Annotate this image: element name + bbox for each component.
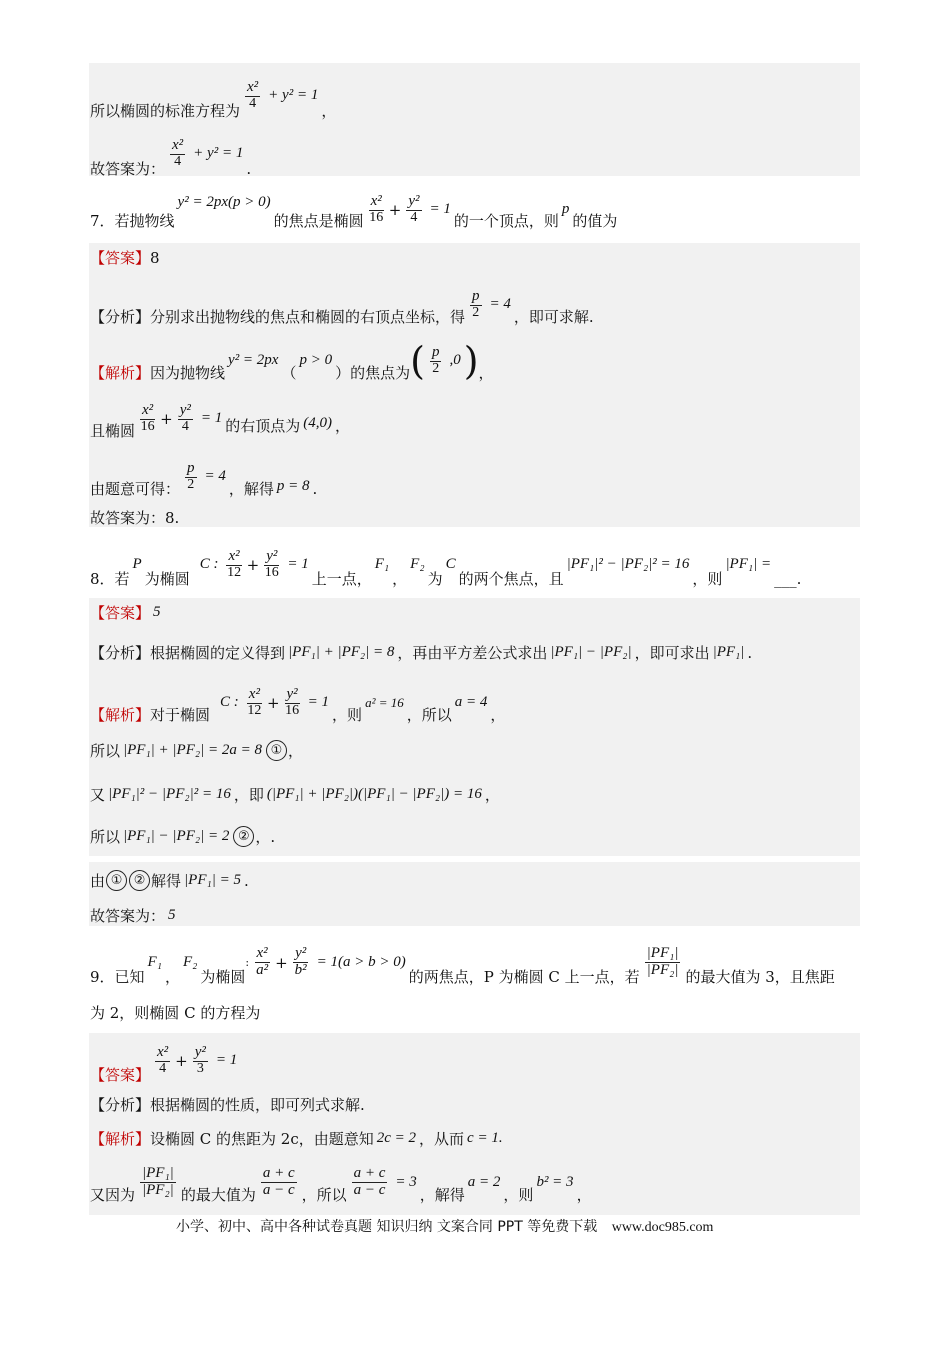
- formula: $\frac{\text{x²}}{16}$: [140, 401, 155, 434]
- answer-label: 【答案】: [90, 1066, 151, 1084]
- formula: $\frac{\text{|PF₁|}}{\text{|PF₂|}}$: [646, 945, 679, 978]
- formula: $\frac{\text{x²}}{12}$: [227, 547, 242, 580]
- formula: $\frac{\text{x²}}{\text{a²}}$: [256, 945, 269, 978]
- q7-stem: 7．若抛物线 y² = 2px(p > 0) 的焦点是椭圆 $\frac{\text{x²}}{16}$ + $\frac{\text{y²}}{4}$ = 1 的一个顶点，则 p 的值为: [90, 192, 618, 230]
- formula: $\frac{a + c}{a - c}$: [262, 1165, 295, 1198]
- formula: $\frac{p}{2}$: [431, 343, 440, 376]
- formula: $\frac{\text{x²}}{16}$: [369, 192, 384, 225]
- formula: $\frac{\text{y²}}{3}$: [194, 1043, 206, 1076]
- q8-answer: [90, 602, 164, 623]
- formula: $\frac{\text{y²}}{16}$: [264, 547, 279, 580]
- formula: $\frac{\text{y²}}{16}$: [285, 685, 300, 718]
- prev-line-1: 所以椭圆的标准方程为 $\frac{\text{x²}}{4}$ + y² = 1 ，: [90, 78, 337, 120]
- answer-value: 8: [150, 248, 160, 267]
- analysis-label: 【分析】: [90, 1096, 151, 1114]
- prev-text-1: 所以椭圆的标准方程为: [90, 102, 241, 120]
- formula: $\frac{\text{x²}}{4}$: [247, 78, 259, 111]
- q7-analysis: 【分析】 分别求出抛物线的焦点和椭圆的右顶点坐标，得 $\frac{p}{2}$ = 4 ，即可求解.: [90, 287, 594, 326]
- q8-sol-1: 【解析】 对于椭圆 C : $\frac{\text{x²}}{12}$ + $\frac{\text{y²}}{16}$ = 1 ，则 a² = 16 ，所以 a = 4 ，: [90, 685, 506, 724]
- footer-url[interactable]: www.doc985.com: [611, 1220, 714, 1235]
- answer-label: 【答案】: [90, 249, 151, 267]
- q7-answer: [90, 247, 160, 268]
- page-footer: [176, 1216, 713, 1236]
- q9-analysis: 【分析】 根据椭圆的性质，即可列式求解.: [90, 1096, 365, 1114]
- answer-value: 5: [153, 604, 161, 620]
- formula: $\frac{\text{x²}}{4}$: [172, 136, 184, 169]
- solution-label: 【解析】: [90, 1130, 151, 1148]
- formula: $\frac{\text{y²}}{4}$: [179, 401, 191, 434]
- prev-line-2: 故答案为： $\frac{\text{x²}}{4}$ + y² = 1 .: [90, 136, 252, 178]
- formula: y² = 2px(p > 0): [177, 194, 271, 210]
- q9-sol-2: 又因为 $\frac{\text{|PF₁|}}{\text{|PF₂|}}$ 的最大值为 $\frac{a + c}{a - c}$ ，所以 $\frac{a + c}{a - c}$ = 3 ，解得 a = 2 ，则 b² = 3 ，: [90, 1165, 592, 1204]
- formula: $\frac{\text{y²}}{4}$: [408, 192, 420, 225]
- solution-label: 【解析】: [90, 706, 151, 724]
- footer-text: 小学、初中、高中各种试卷真题 知识归纳 文案合同 PPT 等免费下载: [176, 1219, 598, 1235]
- q7-sol-4: 故答案为：8.: [90, 509, 180, 527]
- answer-label: 【答案】: [90, 604, 151, 622]
- q9-answer: 【答案】 $\frac{\text{x²}}{4}$ + $\frac{\text{y²}}{3}$ = 1: [90, 1043, 238, 1084]
- formula: $\frac{\text{y²}}{\text{b²}}$: [294, 945, 307, 978]
- formula: $\frac{\text{x²}}{12}$: [247, 685, 262, 718]
- q9-sol-1: 【解析】 设椭圆 C 的焦距为 2c，由题意知 2c = 2 ，从而 c = 1.: [90, 1130, 503, 1148]
- analysis-label: 【分析】: [90, 308, 151, 326]
- q7-sol-1: 【解析】 因为抛物线 y² = 2px （ p > 0 ）的焦点为 ( $\frac{p}{2}$ ,0 ) ，: [90, 338, 494, 383]
- q8-stem: 8．若 P 为椭圆 C : $\frac{\text{x²}}{12}$ + $\frac{\text{y²}}{16}$ = 1 上一点， F₁ ， F₂ 为 C 的两个焦点，且 |PF₁|² − |PF₂|² = 16 ，则 |PF₁| = ___.: [90, 547, 802, 588]
- formula: $\frac{\text{x²}}{4}$: [157, 1043, 169, 1076]
- q8-sol-4: 所以 |PF₁| − |PF₂| = 2 ② ，.: [90, 828, 276, 846]
- q7-sol-2: 且椭圆 $\frac{\text{x²}}{16}$ + $\frac{\text{y²}}{4}$ = 1 的右顶点为 (4,0) ，: [90, 401, 351, 440]
- q8-sol-3: 又 |PF₁|² − |PF₂|² = 16 ，即 (|PF₁| + |PF₂|)(|PF₁| − |PF₂|) = 16 ，: [90, 786, 500, 804]
- formula: $\frac{a + c}{a - c}$: [353, 1165, 386, 1198]
- formula: $\frac{p}{2}$: [187, 459, 195, 492]
- q8-sol-2: 所以 |PF₁| + |PF₂| = 2a = 8 ① ，: [90, 742, 303, 760]
- q9-stem: 9．已知 F₁ ， F₂ 为椭圆 : $\frac{\text{x²}}{\text{a²}}$ + $\frac{\text{y²}}{\text{b²}}$ = 1(a > b > 0) 的两焦点，P 为椭圆 C 上一点，若 $\frac{\text{|PF₁|}}{\text{|PF₂|}}$ 的最大值为 3，且焦距: [90, 945, 835, 986]
- formula: $\frac{\text{|PF₁|}}{\text{|PF₂|}}$: [142, 1165, 174, 1198]
- solution-label: 【解析】: [90, 364, 151, 382]
- q8-sol-6: 故答案为： 5: [90, 907, 176, 925]
- q9-stem-line-2: 为 2，则椭圆 C 的方程为: [90, 1004, 261, 1022]
- formula: $\frac{p}{2}$: [472, 287, 480, 320]
- q8-sol-5: 由 ① ② 解得 |PF₁| = 5 .: [90, 871, 249, 890]
- analysis-label: 【分析】: [90, 644, 151, 662]
- q7-sol-3: 由题意可得： $\frac{p}{2}$ = 4 ，解得 p = 8 .: [90, 459, 318, 498]
- prev-text-2: 故答案为：: [90, 160, 166, 178]
- q8-analysis: 【分析】 根据椭圆的定义得到 |PF₁| + |PF₂| = 8 ，再由平方差公式求出 |PF₁| − |PF₂| ，即可求出 |PF₁| .: [90, 643, 753, 662]
- shade-q8: [89, 598, 860, 856]
